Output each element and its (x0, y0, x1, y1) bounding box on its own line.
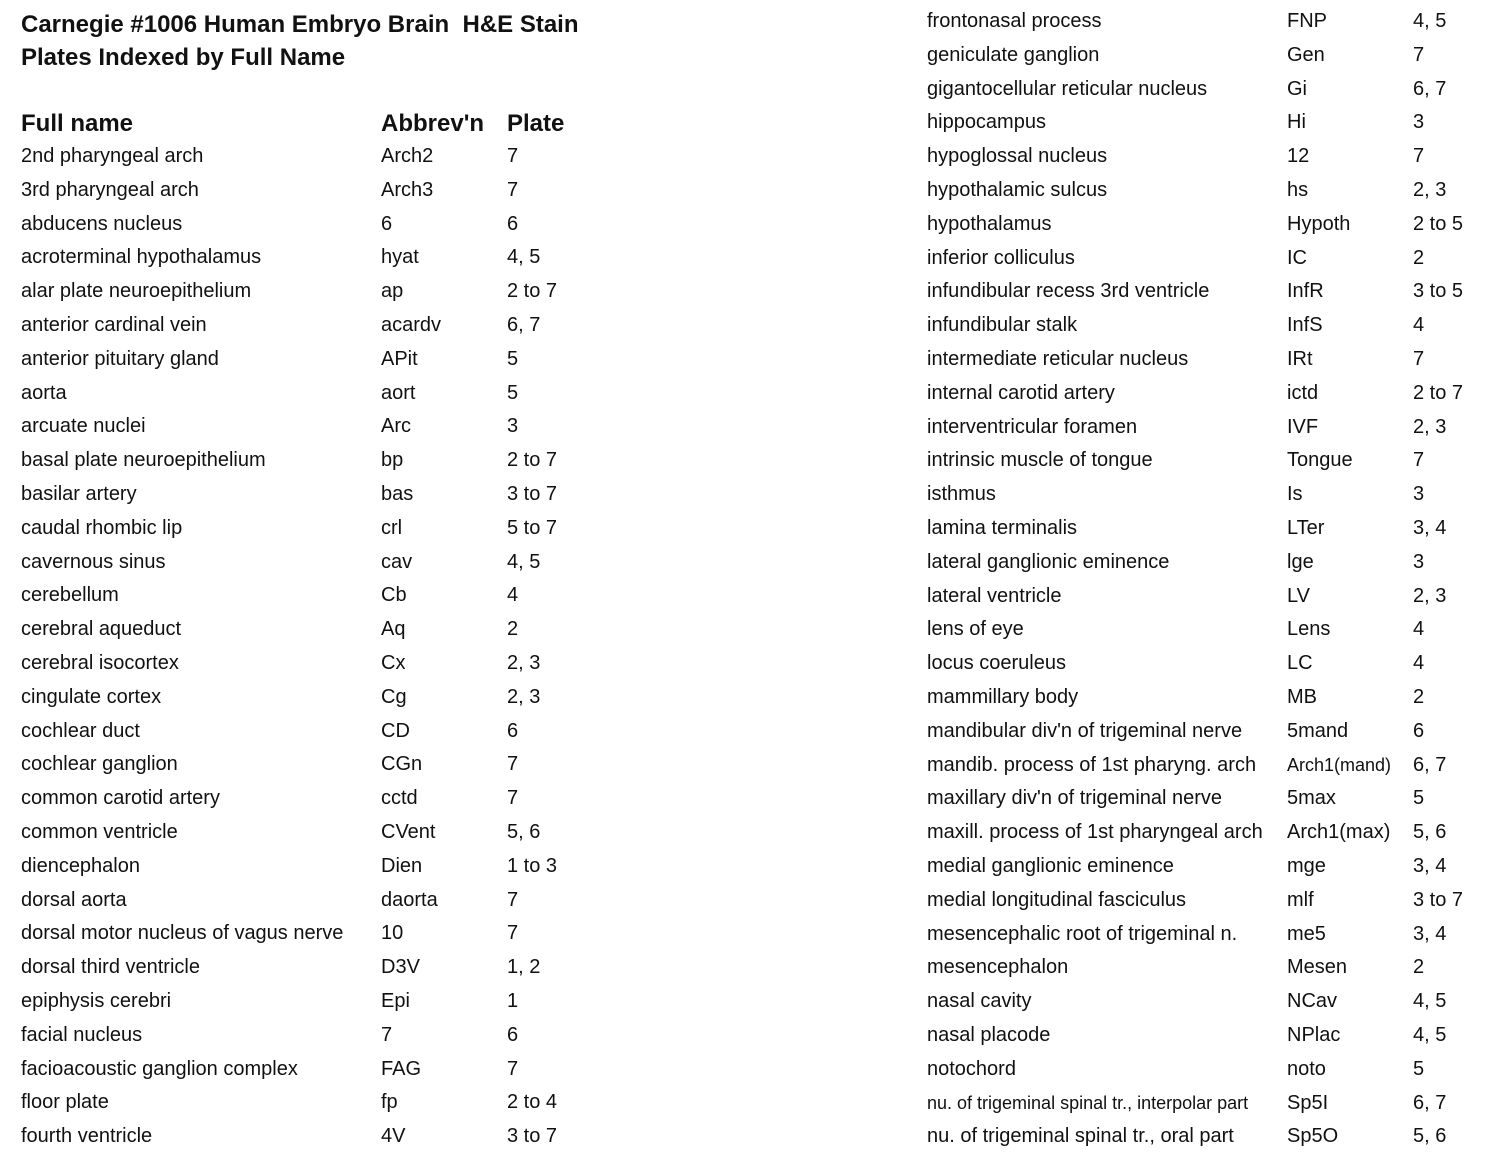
plate-cell: 7 (1413, 347, 1425, 370)
full-name-cell: floor plate (21, 1091, 109, 1114)
abbreviation-cell: CD (381, 719, 410, 742)
full-name-cell: mesencephalon (927, 956, 1069, 979)
plate-cell: 7 (1413, 145, 1425, 168)
full-name-cell: intrinsic muscle of tongue (927, 449, 1153, 472)
plate-cell: 3 (1413, 550, 1425, 573)
abbreviation-cell: ap (381, 280, 404, 303)
plate-cell: 6, 7 (1413, 77, 1447, 100)
plate-cell: 4 (1413, 314, 1425, 337)
plate-cell: 4 (1413, 618, 1425, 641)
plate-cell: 7 (507, 178, 519, 201)
abbreviation-cell: aort (381, 381, 416, 404)
abbreviation-cell: MB (1287, 685, 1317, 708)
full-name-cell: facioacoustic ganglion complex (21, 1057, 298, 1080)
plate-cell: 6 (507, 212, 519, 235)
abbreviation-cell: LC (1287, 652, 1313, 675)
full-name-cell: hypothalamic sulcus (927, 178, 1108, 201)
abbreviation-cell: Arch1(max) (1287, 821, 1391, 844)
full-name-cell: nasal cavity (927, 990, 1032, 1013)
plate-cell: 2, 3 (507, 685, 541, 708)
full-name-cell: nu. of trigeminal spinal tr., interpolar part (927, 1092, 1249, 1113)
abbreviation-cell: 10 (381, 922, 404, 945)
plate-cell: 4, 5 (507, 246, 541, 269)
abbreviation-cell: Dien (381, 854, 423, 877)
abbreviation-cell: APit (381, 347, 418, 370)
plate-cell: 5, 6 (1413, 821, 1447, 844)
plate-cell: 7 (507, 888, 519, 911)
full-name-cell: internal carotid artery (927, 381, 1115, 404)
abbreviation-cell: 5mand (1287, 719, 1349, 742)
abbreviation-cell: NCav (1287, 990, 1338, 1013)
full-name-cell: mesencephalic root of trigeminal n. (927, 922, 1238, 945)
abbreviation-cell: Sp5O (1287, 1125, 1339, 1148)
plate-cell: 7 (507, 145, 519, 167)
plate-cell: 1, 2 (507, 956, 541, 979)
plate-cell: 7 (1413, 449, 1425, 472)
abbreviation-cell: Is (1287, 483, 1303, 506)
abbreviation-cell: hs (1287, 178, 1309, 201)
header-plate: Plate (507, 110, 565, 137)
abbreviation-cell: mlf (1287, 888, 1314, 911)
abbreviation-cell: hyat (381, 246, 419, 269)
full-name-cell: cochlear ganglion (21, 753, 178, 776)
abbreviation-cell: Gen (1287, 43, 1325, 66)
abbreviation-cell: crl (381, 516, 403, 539)
abbreviation-cell: Arch3 (381, 178, 434, 201)
abbreviation-cell: Cb (381, 584, 407, 607)
document-subtitle: Plates Indexed by Full Name (21, 44, 346, 71)
plate-cell: 2 to 7 (1413, 381, 1464, 404)
full-name-cell: gigantocellular reticular nucleus (927, 77, 1208, 100)
full-name-cell: dorsal motor nucleus of vagus nerve (21, 922, 344, 945)
abbreviation-cell: IVF (1287, 415, 1319, 438)
plate-cell: 7 (507, 787, 519, 810)
abbreviation-cell: CVent (381, 820, 436, 843)
plate-cell: 2 to 7 (507, 449, 558, 472)
abbreviation-cell: LV (1287, 584, 1310, 607)
abbreviation-cell: cav (381, 550, 413, 573)
abbreviation-cell: Cg (381, 685, 407, 708)
full-name-cell: basilar artery (21, 482, 137, 505)
plate-cell: 2, 3 (1413, 415, 1447, 438)
plate-cell: 6, 7 (507, 313, 541, 336)
plate-cell: 3 (1413, 111, 1425, 134)
full-name-cell: nu. of trigeminal spinal tr., oral part (927, 1125, 1234, 1148)
full-name-cell: notochord (927, 1057, 1016, 1080)
abbreviation-cell: fp (381, 1091, 398, 1114)
abbreviation-cell: InfS (1287, 314, 1323, 337)
abbreviation-cell: bp (381, 449, 404, 472)
plate-cell: 7 (507, 922, 519, 945)
abbreviation-cell: InfR (1287, 280, 1324, 303)
full-name-cell: inferior colliculus (927, 246, 1075, 269)
abbreviation-cell: Arc (381, 415, 411, 438)
abbreviation-cell: Hypoth (1287, 212, 1351, 235)
full-name-cell: cavernous sinus (21, 550, 166, 573)
plate-cell: 2, 3 (507, 651, 541, 674)
plate-cell: 6 (507, 719, 519, 742)
plate-cell: 4 (507, 584, 519, 607)
full-name-cell: anterior cardinal vein (21, 313, 207, 336)
abbreviation-cell: noto (1287, 1057, 1326, 1080)
abbreviation-cell: FNP (1287, 10, 1327, 32)
abbreviation-cell: cctd (381, 787, 418, 810)
plate-cell: 6, 7 (1413, 753, 1447, 776)
plate-cell: 3, 4 (1413, 922, 1447, 945)
abbreviation-cell: 6 (381, 212, 393, 235)
plate-cell: 3 (1413, 483, 1425, 506)
full-name-cell: maxill. process of 1st pharyngeal arch (927, 821, 1263, 844)
abbreviation-cell: me5 (1287, 922, 1326, 945)
plate-cell: 6, 7 (1413, 1091, 1447, 1114)
full-name-cell: geniculate ganglion (927, 43, 1100, 66)
full-name-cell: mandib. process of 1st pharyng. arch (927, 753, 1257, 776)
plate-cell: 5 to 7 (507, 516, 558, 539)
plate-cell: 4, 5 (1413, 990, 1447, 1013)
abbreviation-cell: bas (381, 482, 414, 505)
plate-cell: 2 to 5 (1413, 212, 1464, 235)
abbreviation-cell: IRt (1287, 347, 1313, 370)
abbreviation-cell: Tongue (1287, 449, 1353, 472)
full-name-cell: mandibular div'n of trigeminal nerve (927, 719, 1243, 742)
plate-cell: 7 (1413, 43, 1425, 66)
full-name-cell: 2nd pharyngeal arch (21, 145, 204, 167)
full-name-cell: aorta (21, 381, 67, 404)
full-name-cell: common ventricle (21, 820, 178, 843)
abbreviation-cell: daorta (381, 888, 438, 911)
full-name-cell: lens of eye (927, 618, 1024, 641)
plate-cell: 6 (507, 1023, 519, 1046)
abbreviation-cell: Mesen (1287, 956, 1348, 979)
abbreviation-cell: LTer (1287, 516, 1325, 539)
abbreviation-cell: Gi (1287, 77, 1307, 100)
full-name-cell: cingulate cortex (21, 685, 162, 708)
full-name-cell: lateral ganglionic eminence (927, 550, 1170, 573)
abbreviation-cell: 4V (381, 1125, 406, 1148)
abbreviation-cell: CGn (381, 753, 423, 776)
full-name-cell: fourth ventricle (21, 1125, 153, 1148)
full-name-cell: frontonasal process (927, 10, 1102, 32)
full-name-cell: lamina terminalis (927, 516, 1078, 539)
full-name-cell: medial longitudinal fasciculus (927, 888, 1187, 911)
abbreviation-cell: 12 (1287, 145, 1310, 168)
abbreviation-cell: NPlac (1287, 1023, 1341, 1046)
full-name-cell: facial nucleus (21, 1023, 143, 1046)
full-name-cell: hippocampus (927, 111, 1046, 134)
abbreviation-cell: Arch2 (381, 145, 434, 167)
full-name-cell: anterior pituitary gland (21, 347, 219, 370)
full-name-cell: acroterminal hypothalamus (21, 246, 262, 269)
abbreviation-cell: Sp5I (1287, 1091, 1329, 1114)
full-name-cell: isthmus (927, 483, 996, 506)
abbreviation-cell: Cx (381, 651, 406, 674)
full-name-cell: common carotid artery (21, 787, 220, 810)
full-name-cell: lateral ventricle (927, 584, 1062, 607)
full-name-cell: diencephalon (21, 854, 140, 877)
plate-cell: 3, 4 (1413, 854, 1447, 877)
abbreviation-cell: 5max (1287, 787, 1336, 810)
full-name-cell: dorsal aorta (21, 888, 127, 911)
full-name-cell: hypothalamus (927, 212, 1052, 235)
plate-cell: 4 (1413, 652, 1425, 675)
abbreviation-cell: D3V (381, 956, 420, 979)
plate-cell: 1 to 3 (507, 854, 558, 877)
full-name-cell: infundibular recess 3rd ventricle (927, 280, 1210, 303)
plate-cell: 5 (507, 381, 519, 404)
plate-cell: 3 to 5 (1413, 280, 1464, 303)
plate-cell: 1 (507, 989, 519, 1012)
plate-cell: 5, 6 (507, 820, 541, 843)
full-name-cell: maxillary div'n of trigeminal nerve (927, 787, 1223, 810)
full-name-cell: intermediate reticular nucleus (927, 347, 1189, 370)
full-name-cell: abducens nucleus (21, 212, 183, 235)
plate-cell: 2 to 7 (507, 280, 558, 303)
full-name-cell: nasal placode (927, 1023, 1051, 1046)
abbreviation-cell: FAG (381, 1057, 422, 1080)
full-name-cell: alar plate neuroepithelium (21, 280, 252, 303)
plate-cell: 3, 4 (1413, 516, 1447, 539)
plate-cell: 2 (1413, 685, 1425, 708)
full-name-cell: 3rd pharyngeal arch (21, 178, 199, 201)
plate-cell: 2 (1413, 246, 1425, 269)
plate-cell: 6 (1413, 719, 1425, 742)
plate-cell: 4, 5 (1413, 1023, 1447, 1046)
full-name-cell: cerebral aqueduct (21, 618, 182, 641)
plate-cell: 5, 6 (1413, 1125, 1447, 1148)
full-name-cell: caudal rhombic lip (21, 516, 183, 539)
full-name-cell: locus coeruleus (927, 652, 1066, 675)
full-name-cell: interventricular foramen (927, 415, 1138, 438)
abbreviation-cell: Hi (1287, 111, 1306, 134)
abbreviation-cell: mge (1287, 854, 1326, 877)
full-name-cell: medial ganglionic eminence (927, 854, 1174, 877)
full-name-cell: cerebral isocortex (21, 651, 179, 674)
full-name-cell: basal plate neuroepithelium (21, 449, 266, 472)
plate-cell: 7 (507, 753, 519, 776)
full-name-cell: mammillary body (927, 685, 1079, 708)
plate-cell: 5 (1413, 787, 1425, 810)
plate-cell: 2, 3 (1413, 178, 1447, 201)
plate-cell: 5 (1413, 1057, 1425, 1080)
full-name-cell: epiphysis cerebri (21, 989, 172, 1012)
plate-cell: 4, 5 (1413, 10, 1447, 32)
abbreviation-cell: ictd (1287, 381, 1319, 404)
abbreviation-cell: Aq (381, 618, 406, 641)
abbreviation-cell: Arch1(mand) (1287, 754, 1392, 775)
abbreviation-cell: lge (1287, 550, 1314, 573)
abbreviation-cell: acardv (381, 313, 442, 336)
full-name-cell: arcuate nuclei (21, 415, 146, 438)
plate-cell: 7 (507, 1057, 519, 1080)
full-name-cell: infundibular stalk (927, 314, 1078, 337)
plate-cell: 2 (507, 618, 519, 641)
full-name-cell: dorsal third ventricle (21, 956, 200, 979)
header-full-name: Full name (21, 110, 134, 137)
plate-cell: 3 to 7 (507, 1125, 558, 1148)
plate-cell: 2 (1413, 956, 1425, 979)
full-name-cell: cerebellum (21, 584, 119, 607)
abbreviation-cell: Epi (381, 989, 410, 1012)
plate-cell: 2 to 4 (507, 1091, 558, 1114)
plate-cell: 4, 5 (507, 550, 541, 573)
plate-cell: 3 to 7 (1413, 888, 1464, 911)
abbreviation-cell: Lens (1287, 618, 1331, 641)
document-title: Carnegie #1006 Human Embryo Brain H&E Stain (21, 11, 579, 38)
plate-cell: 2, 3 (1413, 584, 1447, 607)
plate-cell: 5 (507, 347, 519, 370)
header-abbreviation: Abbrev'n (381, 110, 485, 137)
plate-cell: 3 (507, 415, 519, 438)
abbreviation-cell: IC (1287, 246, 1307, 269)
plate-cell: 3 to 7 (507, 482, 558, 505)
full-name-cell: cochlear duct (21, 719, 140, 742)
abbreviation-cell: 7 (381, 1023, 393, 1046)
full-name-cell: hypoglossal nucleus (927, 145, 1108, 168)
